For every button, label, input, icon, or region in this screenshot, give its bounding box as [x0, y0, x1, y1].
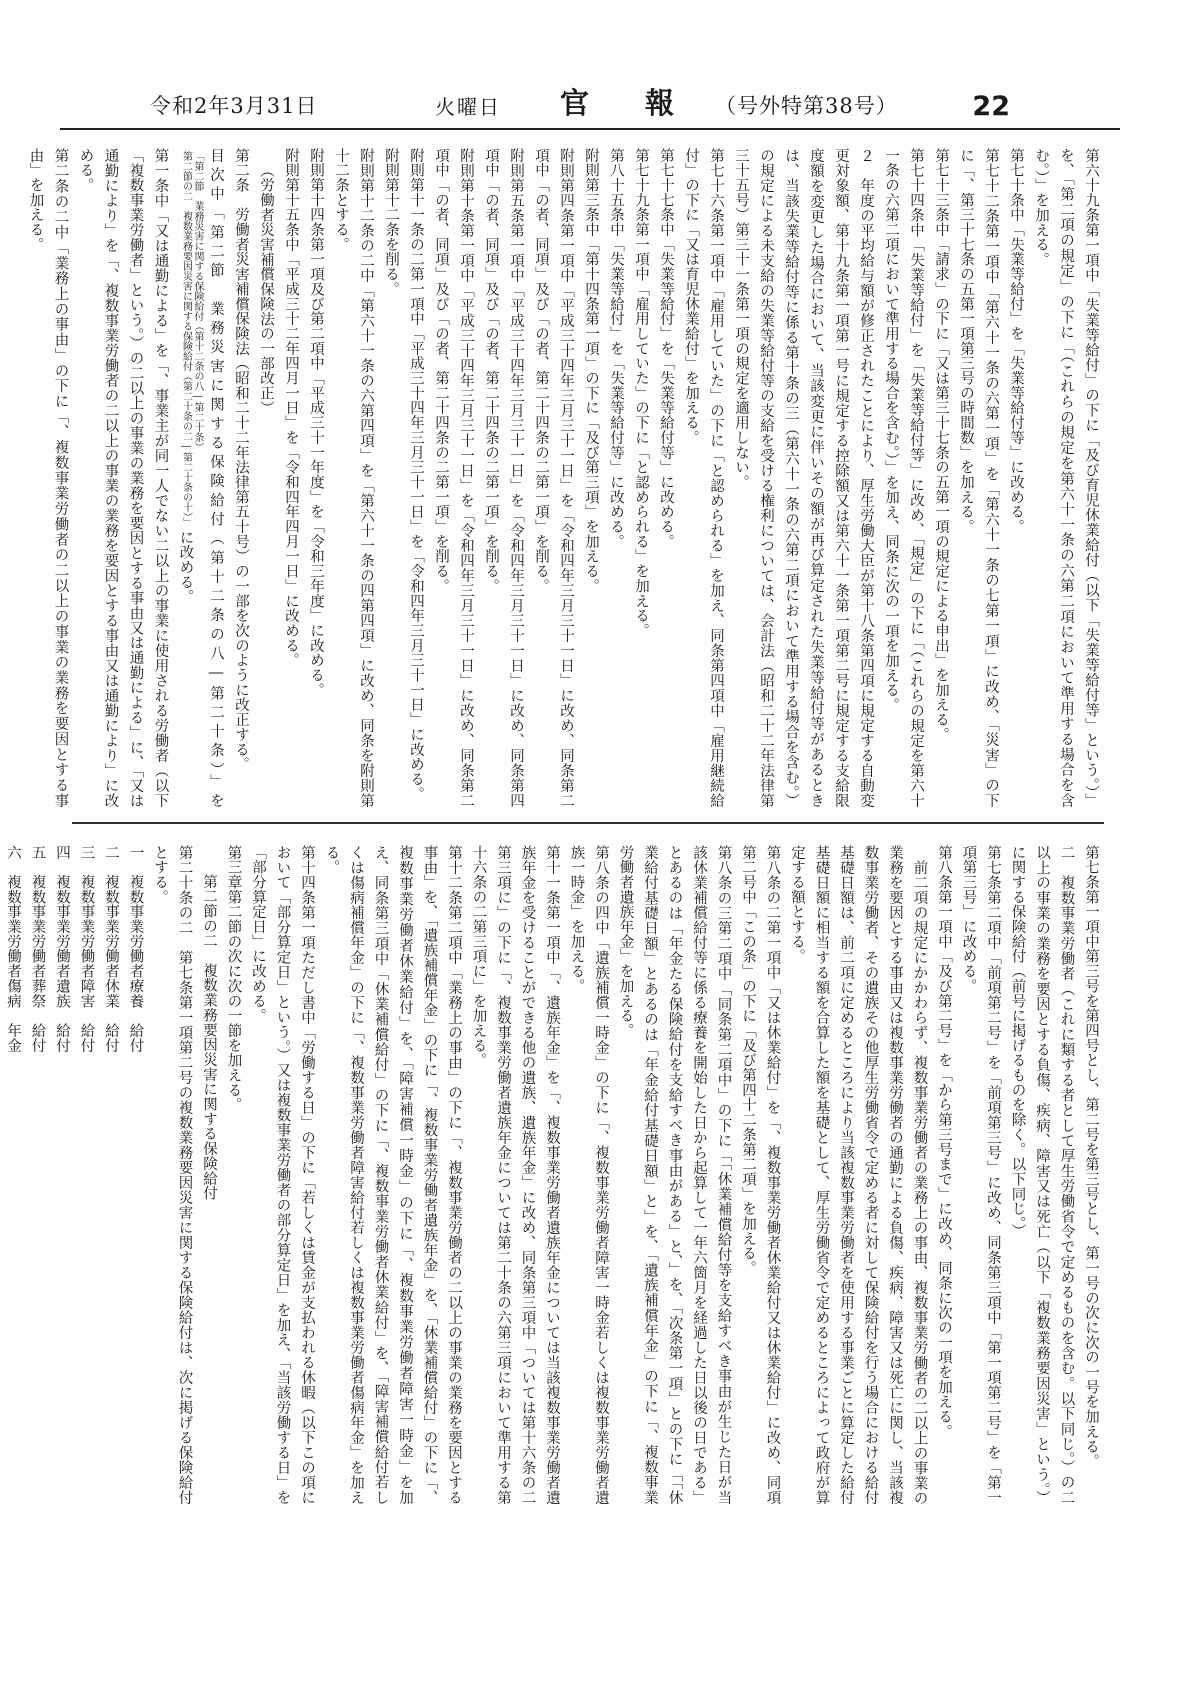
- issue-date: 令和2年3月31日: [150, 94, 318, 118]
- amendment-paragraph: 第七条第一項中第三号を第四号とし、第二号を第三号とし、第一号の次に次の一号を加える。: [1083, 845, 1099, 1469]
- amendment-paragraph: 第二十条の二 第七条第一項第二号の複数業務要因災害に関する保険給付は、次に掲げる保険給付とする。: [152, 845, 193, 1505]
- amendment-paragraph: 第十一条第一項中「、遺族年金」を「、複数事業労働者遺族年金については当該複数事業労働者遺族年金を受けることができる他の遺族、遺族年金」に改め、同条第三項中「ついては第十六条の二第三項に」の下に「、複数事業労働者遺族年金については第二十条の六第三項において準用する第十六条の二第三項に」を加える。: [470, 845, 560, 1505]
- amendment-paragraph: 第六十九条第一項中「失業等給付」の下に「及び育児休業給付（以下「失業等給付等」という。）」を、「第二項の規定」の下に「（これらの規定を第六十一条の六第二項において準用する場合を含む。）」を加える。: [1033, 148, 1099, 808]
- amendment-paragraph: 附則第十二条を削る。: [383, 148, 399, 297]
- amendment-paragraph: 附則第十五条中「平成三十二年四月一日」を「令和四年四月一日」に改める。: [283, 148, 299, 668]
- amendment-paragraph: 附則第四条第一項中「平成三十四年三月三十一日」を「令和四年三月三十一日」に改め、同条第二項中「の者、同項」及び「の者、第二十四条の二第一項」を削る。: [533, 148, 574, 808]
- section-heading: 第二節の二 複数業務要因災害に関する保険給付: [201, 874, 217, 1201]
- page-header: [65, 82, 1115, 122]
- benefit-list-item: 五 複数事業労働者葬祭 給付: [29, 845, 46, 1053]
- top-text-block: [27, 148, 1103, 808]
- amendment-paragraph: 附則第十四条第一項及び第二項中「平成三十一年度」を「令和三年度」に改める。: [308, 148, 324, 698]
- toc-amendment-prefix: 目次中「第二節 業務災害に関する保険給付（第十二条の八―第二十条）」を: [208, 148, 224, 808]
- amendment-paragraph: 第三章第二節の次に次の一節を加える。: [225, 845, 242, 1113]
- amendment-paragraph: 第七条第二項中「前項第二号」を「前項第三号」に改め、同条第三項中「第一項第二号」を「第一項第三号」に改める。: [960, 845, 1001, 1505]
- benefit-list-item: 二 複数事業労働者休業 給付: [103, 845, 119, 1053]
- toc-replacement-line: 第二節の二 複数業務要因災害に関する保険給付（第二十条の二―第二十条の十）」: [180, 151, 192, 527]
- section-divider-rule: [72, 822, 1104, 824]
- amendment-paragraph: 第二条の二中「業務上の事由」の下に「、複数事業労働者の二以上の事業の業務を要因とする事由」を加える。: [27, 148, 69, 808]
- amendment-paragraph: 第十二条第二項中「業務上の事由」の下に「、複数事業労働者の二以上の事業の業務を要因とする事由」を、「遺族補償年金」の下に「、複数事業労働者遺族年金」を、「休業補償給付」の下に「、複数事業労働者休業給付」を、「障害補償一時金」の下に「、複数事業労働者障害一時金」を加え、同条第三項中「休業補償給付」の下に「、複数事業労働者休業給付」を、「障害補償給付若しくは傷病補償年金」の下に「、複数事業労働者障害給付若しくは複数事業労働者傷病年金」を加える。: [323, 845, 462, 1505]
- page-number: 22: [972, 91, 1010, 122]
- amendment-paragraph: 第一条中「又は通勤による」を「、事業主が同一人でない二以上の事業に使用される労働者（以下「複数事業労働者」という。）の二以上の事業の業務を要因とする事由又は通勤による」に、「又は通勤により」を「、複数事業労働者の二以上の事業の業務を要因とする事由又は通勤により」に改める。: [77, 148, 169, 808]
- amendment-paragraph: 第八条の三第二項中「同条第二項中」の下に「「休業補償給付等を支給すべき事由が生じた日が当該休業補償給付等に係る療養を開始した日から起算して一年六箇月を経過した日以後の日である」とあるのは「年金たる保険給付を支給すべき事由がある」と、」を、「次条第一項」との下に「「休業給付基礎日額」とあるのは「年金給付基礎日額」と」を、「遺族補償年金」の下に「、複数事業労働者遺族年金」を加える。: [617, 845, 732, 1505]
- amendment-paragraph: 附則第十一条の二第一項中「平成三十四年三月三十一日」を「令和四年三月三十一日」に改める。: [408, 148, 424, 802]
- toc-replacement-inset: [180, 151, 203, 527]
- amendment-paragraph: 第七十二条第一項中「第六十一条の六第一項」を「第六十一条の七第一項」に改め、「災害」の下に「、第三十七条の五第一項第三号の時間数」を加える。: [958, 148, 999, 808]
- amendment-paragraph: 第七十四条中「失業等給付」を「失業等給付等」に改め、「規定」の下に「（これらの規定を第六十一条の六第二項において準用する場合を含む。）」を加え、同条に次の一項を加える。: [883, 148, 924, 808]
- amendment-paragraph: 第八条第一項中「及び第二号」を「から第三号まで」に改め、同条に次の一項を加える。: [936, 845, 952, 1439]
- benefit-list-item: [0, 845, 1, 1505]
- amendment-paragraph: 附則第五条第一項中「平成三十四年三月三十一日」を「令和四年三月三十一日」に改め、同条第四項中「の者、同項」及び「の者、第二十四条の二第一項」を削る。: [483, 148, 524, 808]
- amendment-paragraph: [173, 148, 229, 808]
- amendment-paragraph: 第七十九条第一項中「雇用していた」の下に「と認められる」を加える。: [633, 148, 649, 639]
- toc-replacement-line: 「第二節 業務災害に関する保険給付（第十二条の八―第二十条）: [192, 151, 203, 452]
- amendment-paragraph: 附則第十二条の二中「第六十一条の六第四項」を「第六十一条の四第四項」に改め、同条を附則第十二条とする。: [333, 148, 374, 808]
- benefit-list-item: 三 複数事業労働者障害 給付: [78, 845, 95, 1053]
- amendment-paragraph: 前二項の規定にかかわらず、複数事業労働者の業務上の事由、複数事業労働者の二以上の事業の業務を要因とする事由又は複数事業労働者の通勤による負傷、疾病、障害又は死亡に関し、当該複数事業労働者、その遺族その他厚生労働省令で定める者に対して保険給付を行う場合における給付基礎日額は、前二項に定めるところにより当該複数事業労働者を使用する事業ごとに算定した給付基礎日額に相当する額を合算した額を基礎として、厚生労働省令で定めるところによって政府が算定する額とする。: [789, 845, 928, 1505]
- amendment-paragraph: 第八条の四中「遺族補償一時金」の下に「、複数事業労働者障害一時金若しくは複数事業労働者遺族一時金」を加える。: [568, 845, 609, 1505]
- amendment-paragraph: 附則第十条第一項中「平成三十四年三月三十一日」を「令和四年三月三十一日」に改め、同条第二項中「の者、同項」及び「の者、第二十四条の二第一項」を削る。: [433, 148, 474, 808]
- amendment-paragraph: 第七十三条中「請求」の下に「又は第三十七条の五第一項の規定による申出」を加える。: [933, 148, 949, 742]
- benefit-list-item: 一 複数事業労働者療養 給付: [127, 845, 144, 1053]
- issue-number: （号外特第38号）: [715, 94, 898, 118]
- benefit-list-item: 四 複数事業労働者遺族 給付: [54, 845, 70, 1053]
- amendment-paragraph: 第十四条第一項ただし書中「労働する日」の下に「若しくは賃金が支払われる休暇（以下この項において「部分算定日」という。）又は複数事業労働者の部分算定日」を加え、「当該労働する日」を「部分算定日」に改める。: [250, 845, 315, 1505]
- header-rule: [60, 128, 1120, 130]
- toc-amendment-suffix: に改める。: [177, 530, 194, 605]
- benefit-list-item: 六 複数事業労働者傷病 年金: [5, 845, 21, 1053]
- amendment-paragraph: 第二条 労働者災害補償保険法（昭和二十二年法律第五十号）の一部を次のように改正する。: [233, 148, 249, 772]
- amendment-paragraph: 附則第三条中「第十四条第一項」の下に「及び第三項」を加える。: [583, 148, 599, 594]
- amendment-paragraph: 第八十五条中「失業等給付」を「失業等給付等」に改める。: [608, 148, 624, 549]
- gazette-title: 官報: [560, 86, 731, 120]
- amendment-paragraph: 第七十条中「失業等給付」を「失業等給付等」に改める。: [1008, 148, 1024, 535]
- amendment-paragraph: （労働者災害補償保険法の一部改正）: [258, 162, 274, 415]
- amendment-paragraph: ２ 年度の平均給与額が修正されたことにより、厚生労働大臣が第十八条第四項に規定する自動変更対象額、第十九条第一項第一号に規定する控除額又は第六十一条第一項第二号に規定する支給限度額を変更した場合において、当該変更に伴いその額が再び算定された失業等給付等があるときは、当該失業等給付等に係る第十条の三（第六十一条の六第二項において準用する場合を含む。）の規定による未支給の失業等給付等の支給を受ける権利については、会計法（昭和二十二年法律第三十五号）第三十一条第一項の規定を適用しない。: [733, 148, 874, 808]
- amendment-paragraph: 二 複数事業労働者（これに類する者として厚生労働省令で定めるものを含む。以下同じ。）の二以上の事業の業務を要因とする負傷、疾病、障害又は死亡（以下「複数業務要因災害」という。）に関する保険給付（前号に掲げるものを除く。以下同じ。）: [1009, 845, 1075, 1505]
- amendment-paragraph: 第七十七条中「失業等給付」を「失業等給付等」に改める。: [658, 148, 674, 549]
- bottom-text-block: [5, 845, 1103, 1505]
- issue-weekday: 火曜日: [435, 95, 501, 119]
- amendment-paragraph: 第七十六条第一項中「雇用していた」の下に「と認められる」を加え、同条第四項中「雇用継続給付」の下に「又は育児休業給付」を加える。: [683, 148, 724, 808]
- amendment-paragraph: 第八条の二第一項中「又は休業給付」を「、複数事業労働者休業給付又は休業給付」に改め、同項第二号中「この条」の下に「及び第四十二条第二項」を加える。: [740, 845, 781, 1505]
